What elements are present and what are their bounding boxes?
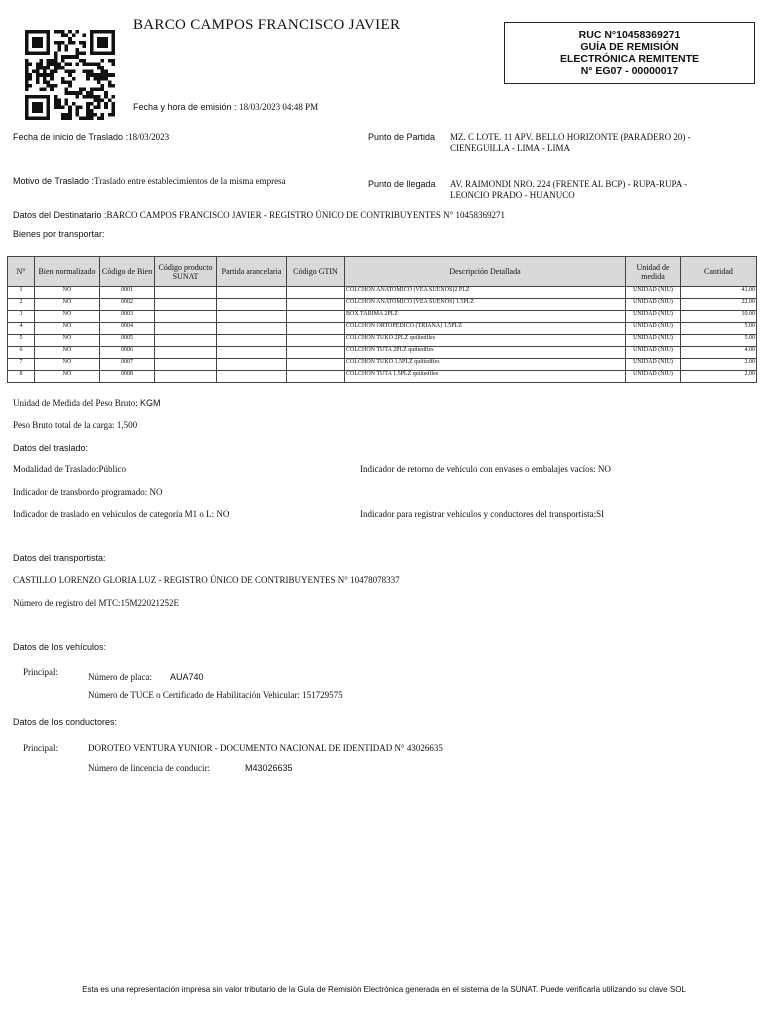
col-header: Descripción Detallada: [345, 257, 626, 287]
vehiculos-title: Datos de los vehículos:: [13, 642, 107, 652]
placa-value: AUA740: [170, 672, 204, 682]
table-cell: [155, 371, 217, 383]
indicador-categoria: Indicador de traslado en vehículos de categoría M1 o L: NO: [13, 509, 230, 519]
table-cell: UNIDAD (NIU): [626, 347, 681, 359]
table-row: [8, 335, 757, 347]
table-cell: [217, 287, 287, 299]
table-cell: COLCHON TUKO 1.5PLZ quiltedfles: [345, 359, 626, 371]
table-row: [8, 299, 757, 311]
peso-total-value: 1,500: [116, 420, 138, 430]
table-cell: 1: [8, 287, 35, 299]
goods-table-body: [8, 287, 757, 383]
table-cell: 0005: [100, 335, 155, 347]
table-cell: BOX TARIMA 2PLZ: [345, 311, 626, 323]
table-row: [8, 347, 757, 359]
table-cell: NO: [35, 371, 100, 383]
partida-line2: CIENEGUILLA - LIMA - LIMA: [450, 143, 570, 153]
vehiculo-principal-label: Principal:: [23, 667, 58, 677]
table-cell: 2.00: [681, 359, 757, 371]
table-cell: UNIDAD (NIU): [626, 371, 681, 383]
goods-table: [7, 256, 757, 383]
table-cell: UNIDAD (NIU): [626, 287, 681, 299]
table-cell: COLCHON ORTOPEDICO (TRIANA) 1.5PLZ: [345, 323, 626, 335]
inicio-value: 18/03/2023: [128, 132, 170, 142]
table-row: [8, 311, 757, 323]
transportista-title: Datos del transportista:: [13, 553, 106, 563]
llegada-label: Punto de llegada: [368, 179, 436, 189]
table-cell: 0007: [100, 359, 155, 371]
table-cell: 7: [8, 359, 35, 371]
peso-unidad-value: KGM: [139, 398, 161, 408]
ruc-box: [504, 22, 755, 84]
table-cell: [155, 335, 217, 347]
ruc-number: RUC N°10458369271: [578, 29, 681, 41]
table-cell: COLCHON TUTA 1.5PLZ quiltedfles: [345, 371, 626, 383]
table-cell: [155, 323, 217, 335]
peso-total: [13, 420, 137, 430]
col-header: Código producto SUNAT: [155, 257, 217, 287]
table-cell: 5.00: [681, 323, 757, 335]
table-cell: 3: [8, 311, 35, 323]
peso-unidad-label: Unidad de Medida del Peso Bruto:: [13, 398, 138, 408]
col-header: Partida arancelaria: [217, 257, 287, 287]
motivo-label: Motivo de Traslado :: [13, 176, 95, 186]
table-cell: [217, 335, 287, 347]
emission-value: 18/03/2023 04:48 PM: [239, 102, 319, 112]
modalidad-traslado: Modalidad de Traslado:Público: [13, 464, 126, 474]
table-row: [8, 287, 757, 299]
table-cell: NO: [35, 359, 100, 371]
table-cell: [155, 299, 217, 311]
destinatario-label: Datos del Destinatario :: [13, 210, 107, 220]
motivo-value: Traslado entre establecimientos de la misma empresa: [94, 176, 286, 186]
table-cell: [287, 347, 345, 359]
table-cell: [155, 287, 217, 299]
emission-label: Fecha y hora de emisión :: [133, 102, 237, 112]
peso-unidad: [13, 398, 161, 408]
table-cell: [217, 323, 287, 335]
indicador-registrar: Indicador para registrar vehículos y conductores del transportista:SI: [360, 509, 605, 519]
conductores-title: Datos de los conductores:: [13, 717, 118, 727]
table-cell: COLCHON TUTA 2PLZ quiltedfles: [345, 347, 626, 359]
table-cell: 0003: [100, 311, 155, 323]
goods-header-row: [8, 257, 757, 287]
tuce-label: Número de TUCE o Certificado de Habilitación Vehicular:: [88, 690, 300, 700]
col-header: Cantidad: [681, 257, 757, 287]
table-cell: [287, 335, 345, 347]
table-row: [8, 359, 757, 371]
table-cell: 22.00: [681, 299, 757, 311]
llegada-line1: AV. RAIMONDI NRO. 224 (FRENTE AL BCP) - RUPA-RUPA -: [450, 179, 687, 189]
llegada-value: [450, 179, 687, 201]
partida-value: [450, 132, 691, 154]
table-cell: 41.00: [681, 287, 757, 299]
table-cell: [155, 347, 217, 359]
table-cell: [287, 299, 345, 311]
table-cell: 2: [8, 299, 35, 311]
table-cell: [287, 359, 345, 371]
transportista-name: CASTILLO LORENZO GLORIA LUZ - REGISTRO ÚNICO DE CONTRIBUYENTES N° 10478078337: [13, 575, 400, 585]
col-header: Código de Bien: [100, 257, 155, 287]
table-cell: 10.00: [681, 311, 757, 323]
table-cell: [217, 359, 287, 371]
tuce: [88, 690, 343, 700]
company-name: BARCO CAMPOS FRANCISCO JAVIER: [133, 17, 401, 33]
table-cell: NO: [35, 323, 100, 335]
table-cell: 5.00: [681, 335, 757, 347]
doc-number: N° EG07 - 00000017: [580, 65, 679, 77]
destinatario-value: BARCO CAMPOS FRANCISCO JAVIER - REGISTRO ÚNICO DE CONTRIBUYENTES N° 10458369271: [106, 210, 506, 220]
table-cell: [217, 299, 287, 311]
footer-disclaimer: Esta es una representación impresa sin valor tributario de la Guía de Remisión Electrónica generada en el sistema de la SUNAT. Puede verificarla utilizando su clave SOL: [82, 985, 686, 994]
table-cell: [217, 311, 287, 323]
col-header: Bien normalizado: [35, 257, 100, 287]
motivo-traslado: [13, 176, 286, 186]
licencia-value: M43026635: [245, 763, 293, 773]
datos-traslado-title: Datos del traslado:: [13, 443, 89, 453]
table-cell: NO: [35, 287, 100, 299]
col-header: Unidad de medida: [626, 257, 681, 287]
bienes-label: Bienes por transportar:: [13, 229, 105, 239]
table-cell: [287, 323, 345, 335]
table-cell: 6: [8, 347, 35, 359]
table-cell: [287, 371, 345, 383]
inicio-label: Fecha de inicio de Traslado :: [13, 132, 129, 142]
table-cell: UNIDAD (NIU): [626, 299, 681, 311]
qr-code-icon: [22, 30, 118, 120]
table-cell: COLCHON TUKO 2PLZ quiltedfles: [345, 335, 626, 347]
table-cell: [217, 371, 287, 383]
table-cell: UNIDAD (NIU): [626, 359, 681, 371]
llegada-line2: LEONCIO PRADO - HUANUCO: [450, 190, 575, 200]
table-cell: [287, 311, 345, 323]
emission-datetime: [133, 102, 318, 112]
table-cell: COLCHON ANATOMICO (VEA SUEÑOS)2 PLZ: [345, 287, 626, 299]
conductor-principal-label: Principal:: [23, 743, 58, 753]
table-cell: 0004: [100, 323, 155, 335]
table-cell: NO: [35, 335, 100, 347]
table-cell: 2.00: [681, 371, 757, 383]
table-cell: [217, 347, 287, 359]
table-cell: [155, 359, 217, 371]
table-cell: UNIDAD (NIU): [626, 335, 681, 347]
indicador-transbordo: Indicador de transbordo programado: NO: [13, 487, 163, 497]
col-header: N°: [8, 257, 35, 287]
doc-title-line1: GUÍA DE REMISIÓN: [580, 41, 679, 53]
table-cell: NO: [35, 347, 100, 359]
table-cell: 0008: [100, 371, 155, 383]
doc-title-line2: ELECTRÓNICA REMITENTE: [559, 53, 700, 65]
destinatario: [13, 210, 505, 220]
indicador-retorno: Indicador de retorno de vehículo con envases o embalajes vacíos: NO: [360, 464, 611, 474]
table-cell: 0002: [100, 299, 155, 311]
table-row: [8, 371, 757, 383]
table-cell: 4.00: [681, 347, 757, 359]
table-cell: UNIDAD (NIU): [626, 311, 681, 323]
inicio-traslado: [13, 132, 169, 142]
table-cell: 0001: [100, 287, 155, 299]
tuce-value: 151729575: [302, 690, 343, 700]
table-row: [8, 323, 757, 335]
table-cell: COLCHON ANATOMICO (VEA SUEÑOS) 1.5PLZ: [345, 299, 626, 311]
table-cell: [155, 311, 217, 323]
partida-label: Punto de Partida: [368, 132, 436, 142]
conductor-name: DOROTEO VENTURA YUNIOR - DOCUMENTO NACIONAL DE IDENTIDAD N° 43026635: [88, 743, 443, 753]
placa-label: Número de placa:: [88, 672, 152, 682]
table-cell: NO: [35, 311, 100, 323]
table-cell: UNIDAD (NIU): [626, 323, 681, 335]
transportista-mtc: Número de registro del MTC:15M22021252E: [13, 598, 179, 608]
table-cell: NO: [35, 299, 100, 311]
col-header: Código GTIN: [287, 257, 345, 287]
table-cell: 4: [8, 323, 35, 335]
partida-line1: MZ. C LOTE. 11 APV. BELLO HORIZONTE (PARADERO 20) -: [450, 132, 691, 142]
table-cell: [287, 287, 345, 299]
licencia-label: Número de lincencia de conducir:: [88, 763, 210, 773]
peso-total-label: Peso Bruto total de la carga:: [13, 420, 115, 430]
table-cell: 8: [8, 371, 35, 383]
table-cell: 0006: [100, 347, 155, 359]
table-cell: 5: [8, 335, 35, 347]
